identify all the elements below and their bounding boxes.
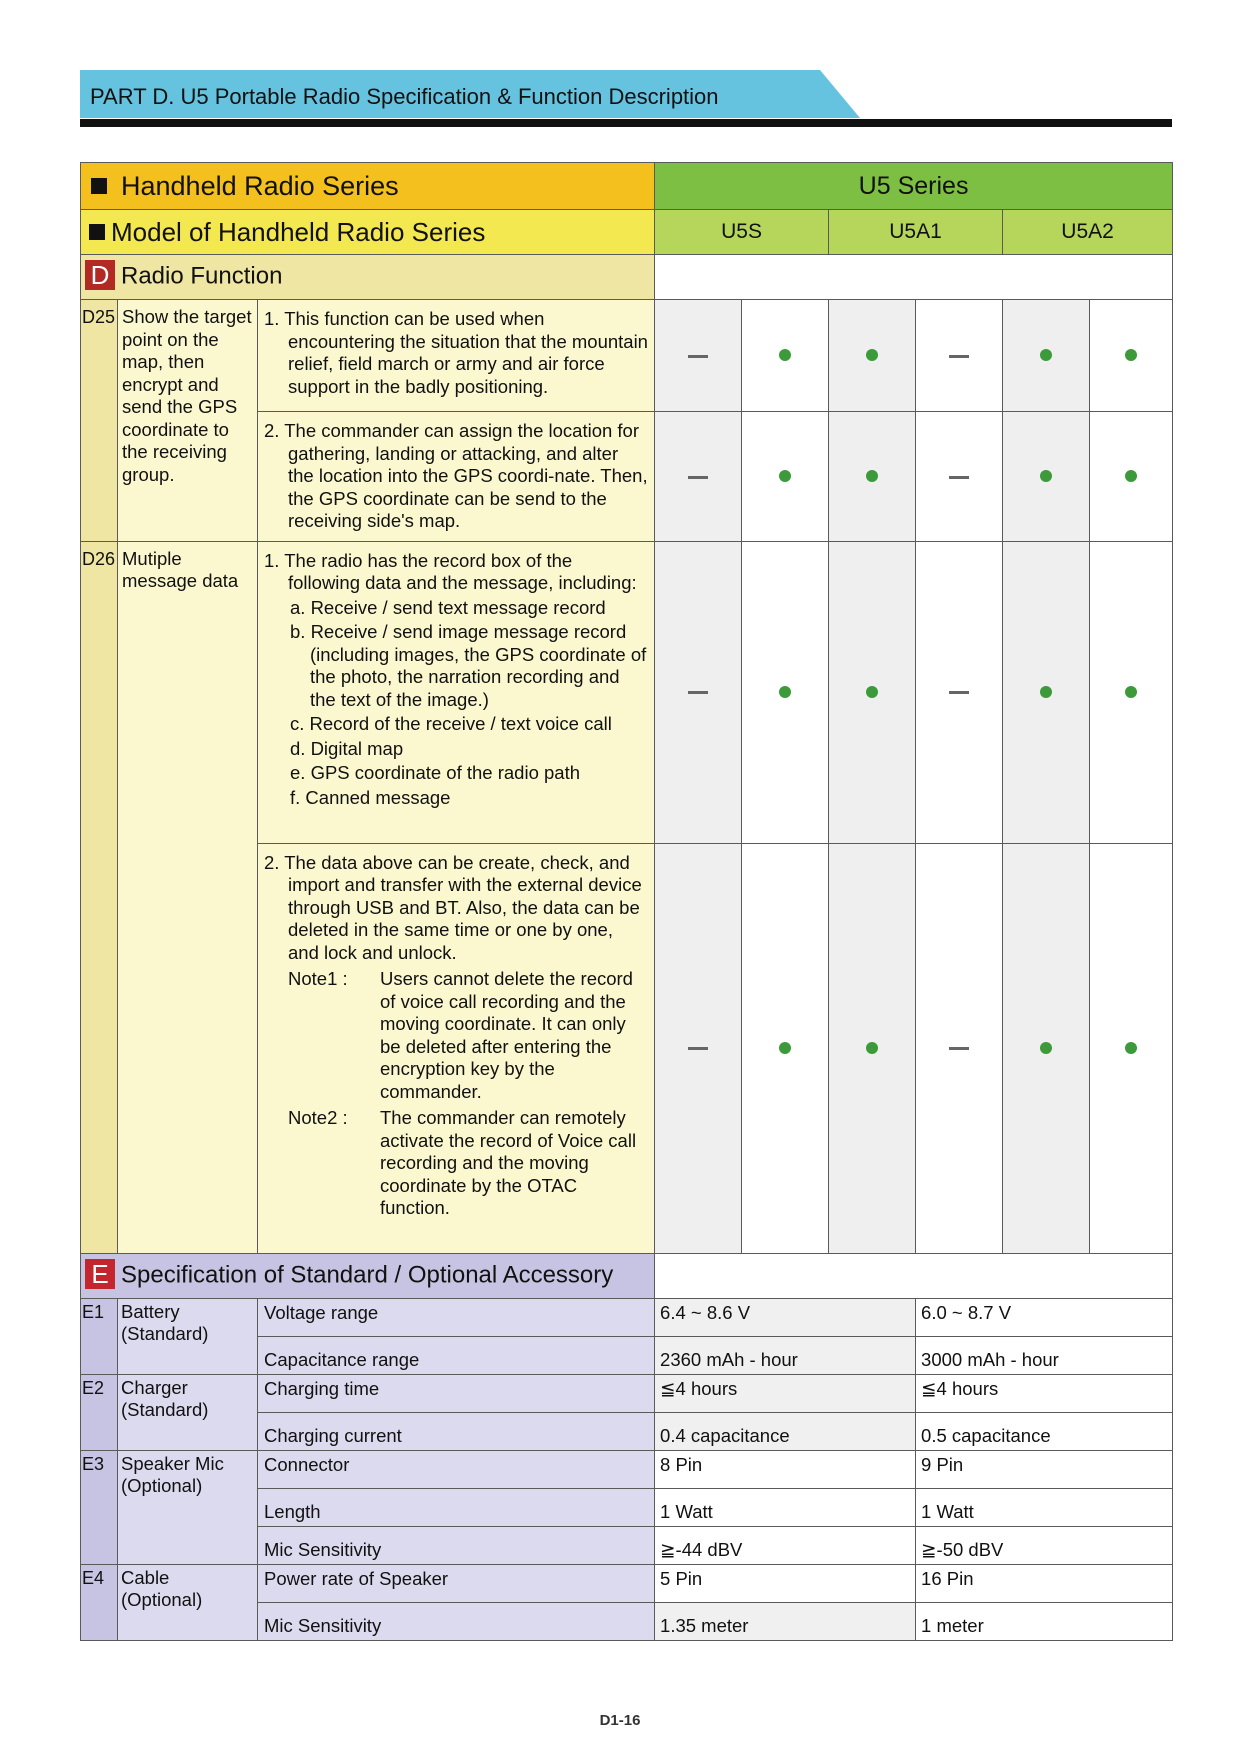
- model-u5a1: U5A1: [829, 210, 1003, 255]
- dot-icon: [866, 470, 878, 482]
- e3-code: E3: [81, 1450, 118, 1564]
- mark-cell: [1003, 541, 1090, 843]
- spec-value-u5s: 2360 mAh - hour: [655, 1336, 916, 1374]
- note-2-label: Note2 :: [288, 1107, 348, 1128]
- dot-icon: [1125, 470, 1137, 482]
- spec-attr: Charging current: [258, 1412, 655, 1450]
- d26-note-1: [288, 968, 648, 1103]
- model-u5s: U5S: [655, 210, 829, 255]
- dot-icon: [1040, 1042, 1052, 1054]
- mark-cell: [916, 300, 1003, 412]
- d25-code: D25: [81, 300, 118, 542]
- spec-value-u5s: 6.4 ~ 8.6 V: [655, 1298, 916, 1336]
- dot-icon: [779, 349, 791, 361]
- d26-name: Mutiple message data: [118, 541, 258, 1253]
- dot-icon: [1125, 1042, 1137, 1054]
- spec-value-u5a: 3000 mAh - hour: [916, 1336, 1173, 1374]
- dash-icon: [949, 691, 969, 694]
- d26-sub-a: a. Receive / send text message record: [290, 596, 606, 618]
- mark-cell: [1003, 300, 1090, 412]
- spec-attr: Connector: [258, 1450, 655, 1488]
- spec-value-u5a: 6.0 ~ 8.7 V: [916, 1298, 1173, 1336]
- mark-cell: [655, 843, 742, 1253]
- mark-cell: [916, 412, 1003, 542]
- model-u5a2: U5A2: [1003, 210, 1173, 255]
- dot-icon: [866, 349, 878, 361]
- model-label-cell: [81, 210, 655, 255]
- mark-cell: [742, 541, 829, 843]
- spec-value-u5s: 8 Pin: [655, 1450, 916, 1488]
- d26-sub-d: d. Digital map: [290, 737, 404, 759]
- mark-cell: [655, 300, 742, 412]
- dot-icon: [1040, 470, 1052, 482]
- mark-cell: [829, 541, 916, 843]
- dot-icon: [1040, 349, 1052, 361]
- dot-icon: [866, 686, 878, 698]
- e3-row-1: [81, 1450, 1173, 1488]
- e1-code: E1: [81, 1298, 118, 1374]
- d26-sub-b: b. Receive / send image message record (including images, the GPS coordinate of the photo, the narration recording and the text of the image.): [290, 621, 647, 710]
- spec-value-u5a: ≧-50 dBV: [916, 1526, 1173, 1564]
- mark-cell: [742, 412, 829, 542]
- model-row: [81, 210, 1173, 255]
- dash-icon: [688, 691, 708, 694]
- mark-cell: [742, 300, 829, 412]
- dot-icon: [1125, 686, 1137, 698]
- d25-item-2-text: 2. The commander can assign the location for gathering, landing or attacking, and alter the location into the GPS coordi-nate. Then, the GPS coordinate can be send to the receiving side's map.: [264, 420, 648, 531]
- mark-cell: [1090, 300, 1173, 412]
- dot-icon: [779, 470, 791, 482]
- dash-icon: [949, 1047, 969, 1050]
- header-rule: [80, 119, 1172, 127]
- spec-value-u5a: ≦4 hours: [916, 1374, 1173, 1412]
- e1-row-1: [81, 1298, 1173, 1336]
- e2-code: E2: [81, 1374, 118, 1450]
- e4-name: Cable (Optional): [118, 1564, 258, 1640]
- d26-item-2: [258, 843, 655, 1253]
- series-label-cell: [81, 163, 655, 210]
- dash-icon: [688, 355, 708, 358]
- e2-row-1: [81, 1374, 1173, 1412]
- note-1-label: Note1 :: [288, 968, 348, 989]
- spec-attr: Power rate of Speaker: [258, 1564, 655, 1602]
- square-bullet-icon: [89, 224, 105, 240]
- d26-note-2: [288, 1107, 648, 1220]
- section-e-header: [81, 1253, 655, 1298]
- d25-row-1: [81, 300, 1173, 412]
- spec-value-u5a: 16 Pin: [916, 1564, 1173, 1602]
- spec-attr: Capacitance range: [258, 1336, 655, 1374]
- section-e-title: Specification of Standard / Optional Accessory: [121, 1260, 614, 1288]
- d26-code: D26: [81, 541, 118, 1253]
- page-number: D1-16: [599, 1712, 641, 1729]
- model-label: Model of Handheld Radio Series: [111, 216, 486, 247]
- spec-attr: Mic Sensitivity: [258, 1526, 655, 1564]
- dot-icon: [1040, 686, 1052, 698]
- mark-cell: [916, 541, 1003, 843]
- section-d-header: [81, 255, 655, 300]
- spec-table: [80, 162, 1173, 1641]
- d26-sub-e: e. GPS coordinate of the radio path: [290, 762, 581, 783]
- spec-value-u5s: ≦4 hours: [655, 1374, 916, 1412]
- section-d-blank: [655, 255, 1173, 300]
- dot-icon: [779, 686, 791, 698]
- series-label: Handheld Radio Series: [121, 170, 399, 201]
- spec-value-u5s: ≧-44 dBV: [655, 1526, 916, 1564]
- mark-cell: [829, 843, 916, 1253]
- section-e-row: [81, 1253, 1173, 1298]
- spec-value-u5s: 1 Watt: [655, 1488, 916, 1526]
- dash-icon: [949, 476, 969, 479]
- note-1-text: Users cannot delete the record of voice call recording and the moving coordinate. It can only be deleted after entering the encryption key by the commander.: [380, 968, 633, 1102]
- page-title: PART D. U5 Portable Radio Specification & Function Description: [90, 84, 719, 109]
- spec-attr: Charging time: [258, 1374, 655, 1412]
- square-bullet-icon: [91, 178, 107, 194]
- e3-name: Speaker Mic (Optional): [118, 1450, 258, 1564]
- section-e-badge: E: [85, 1259, 115, 1289]
- dot-icon: [1125, 349, 1137, 361]
- spec-attr: Length: [258, 1488, 655, 1526]
- d26-sub-f: f. Canned message: [290, 786, 451, 808]
- section-d-title: Radio Function: [121, 262, 283, 290]
- d26-sub-c: c. Record of the receive / text voice call: [290, 713, 612, 734]
- e2-name: Charger (Standard): [118, 1374, 258, 1450]
- spec-value-u5a: 1 meter: [916, 1602, 1173, 1640]
- d25-name: Show the target point on the map, then encrypt and send the GPS coordinate to the receiving group.: [118, 300, 258, 542]
- dot-icon: [779, 1042, 791, 1054]
- d25-item-1-text: 1. This function can be used when encountering the situation that the mountain relief, field march or army and air force support in the badly positioning.: [264, 308, 648, 397]
- mark-cell: [829, 300, 916, 412]
- mark-cell: [1090, 541, 1173, 843]
- note-2-text: The commander can remotely activate the record of Voice call recording and the moving coordinate by the OTAC function.: [380, 1107, 637, 1218]
- d26-item-1-text: 1. The radio has the record box of the following data and the message, including:: [264, 549, 637, 593]
- d26-item-2-text: 2. The data above can be create, check, and import and transfer with the external device through USB and BT. Also, the data can be deleted in the same time or one by one, and lock and unlock.: [264, 851, 642, 963]
- mark-cell: [916, 843, 1003, 1253]
- series-row: [81, 163, 1173, 210]
- series-name-cell: U5 Series: [655, 163, 1173, 210]
- spec-attr: Mic Sensitivity: [258, 1602, 655, 1640]
- dash-icon: [688, 476, 708, 479]
- section-d-badge: D: [85, 260, 115, 290]
- e4-row-1: [81, 1564, 1173, 1602]
- spec-value-u5s: 1.35 meter: [655, 1602, 916, 1640]
- mark-cell: [655, 412, 742, 542]
- spec-value-u5s: 5 Pin: [655, 1564, 916, 1602]
- section-d-row: [81, 255, 1173, 300]
- e4-code: E4: [81, 1564, 118, 1640]
- mark-cell: [1003, 412, 1090, 542]
- mark-cell: [1090, 843, 1173, 1253]
- page-header: [80, 70, 860, 118]
- mark-cell: [655, 541, 742, 843]
- spec-value-u5a: 9 Pin: [916, 1450, 1173, 1488]
- d25-item-2: [258, 412, 655, 542]
- mark-cell: [829, 412, 916, 542]
- d25-item-1: [258, 300, 655, 412]
- e1-name: Battery (Standard): [118, 1298, 258, 1374]
- spec-attr: Voltage range: [258, 1298, 655, 1336]
- d26-row-1: [81, 541, 1173, 843]
- mark-cell: [742, 843, 829, 1253]
- spec-value-u5a: 1 Watt: [916, 1488, 1173, 1526]
- section-e-blank: [655, 1253, 1173, 1298]
- spec-value-u5a: 0.5 capacitance: [916, 1412, 1173, 1450]
- dot-icon: [866, 1042, 878, 1054]
- mark-cell: [1090, 412, 1173, 542]
- dash-icon: [949, 355, 969, 358]
- mark-cell: [1003, 843, 1090, 1253]
- dash-icon: [688, 1047, 708, 1050]
- d26-item-1: [258, 541, 655, 843]
- spec-value-u5s: 0.4 capacitance: [655, 1412, 916, 1450]
